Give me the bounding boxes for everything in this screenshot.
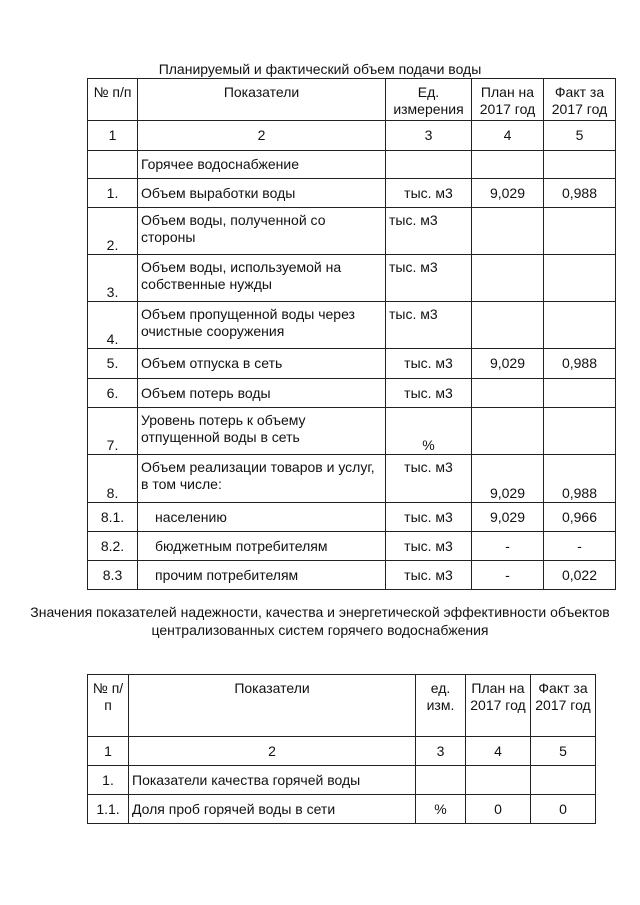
row-name: бюджетным потребителям (138, 532, 386, 561)
row-unit: тыс. м3 (386, 379, 472, 408)
header-fact: Факт за 2017 год (531, 675, 596, 737)
row-num: 2. (88, 208, 138, 255)
row-num: 6. (88, 379, 138, 408)
table-row (88, 379, 616, 408)
row-name: Уровень потерь к объему отпущенной воды в сеть (138, 408, 386, 455)
row-fact (544, 208, 616, 255)
row-unit: тыс. м3 (386, 455, 472, 503)
row-unit: % (386, 408, 472, 455)
row-plan: - (472, 561, 544, 590)
table-row (88, 766, 596, 795)
table-row (88, 302, 616, 349)
table-row (88, 408, 616, 455)
col-number: 4 (466, 737, 531, 766)
header-unit: ед. изм. (416, 675, 466, 737)
header-indicators: Показатели (138, 79, 386, 121)
row-num: 1. (88, 179, 138, 208)
header-row (88, 79, 616, 121)
header-indicators: Показатели (129, 675, 416, 737)
row-name: Объем воды, полученной со стороны (138, 208, 386, 255)
row-num: 8.2. (88, 532, 138, 561)
row-fact: 0,988 (544, 179, 616, 208)
col-number: 4 (472, 121, 544, 151)
row-fact (544, 255, 616, 302)
row-fact: 0,022 (544, 561, 616, 590)
table2-title: Значения показателей надежности, качества и энергетической эффективности объектов централизованных систем горячего водоснабжения (30, 604, 610, 638)
row-unit (416, 766, 466, 795)
row-unit: % (416, 795, 466, 824)
row-plan (466, 766, 531, 795)
row-num: 4. (88, 302, 138, 349)
row-num: 7. (88, 408, 138, 455)
row-fact: - (544, 532, 616, 561)
table-row (88, 208, 616, 255)
row-plan: - (472, 532, 544, 561)
row-name: Объем выработки воды (138, 179, 386, 208)
row-fact (544, 302, 616, 349)
row-fact (544, 408, 616, 455)
row-fact (531, 766, 596, 795)
row-name: населению (138, 503, 386, 532)
row-fact (544, 379, 616, 408)
row-plan (472, 208, 544, 255)
row-name: Доля проб горячей воды в сети (129, 795, 416, 824)
row-fact: 0 (531, 795, 596, 824)
table-row (88, 561, 616, 590)
col-number: 1 (88, 121, 138, 151)
row-unit: тыс. м3 (386, 179, 472, 208)
row-unit: тыс. м3 (386, 503, 472, 532)
column-number-row (88, 737, 596, 766)
table-row (88, 503, 616, 532)
row-name: Показатели качества горячей воды (129, 766, 416, 795)
row-plan: 9,029 (472, 349, 544, 379)
row-unit: тыс. м3 (386, 349, 472, 379)
row-plan (472, 302, 544, 349)
header-num: № п/п (88, 675, 129, 737)
empty-cell (386, 151, 472, 179)
row-fact: 0,988 (544, 349, 616, 379)
table-row (88, 179, 616, 208)
row-fact: 0,966 (544, 503, 616, 532)
row-unit: тыс. м3 (386, 302, 472, 349)
row-name: Объем реализации товаров и услуг, в том числе: (138, 455, 386, 503)
row-name: Объем отпуска в сеть (138, 349, 386, 379)
section-num-cell (88, 151, 138, 179)
row-name: Объем пропущенной воды через очистные сооружения (138, 302, 386, 349)
row-num: 8. (88, 455, 138, 503)
table-row (88, 349, 616, 379)
col-number: 5 (531, 737, 596, 766)
table-row (88, 455, 616, 503)
row-plan (472, 408, 544, 455)
empty-cell (544, 151, 616, 179)
table-row (88, 255, 616, 302)
row-plan: 9,029 (472, 455, 544, 503)
header-row (88, 675, 596, 737)
quality-indicators-table (87, 674, 596, 824)
table-row (88, 795, 596, 824)
row-plan (472, 379, 544, 408)
header-unit: Ед. измерения (386, 79, 472, 121)
header-plan: План на 2017 год (472, 79, 544, 121)
col-number: 2 (138, 121, 386, 151)
row-name: Объем воды, используемой на собственные нужды (138, 255, 386, 302)
header-fact: Факт за 2017 год (544, 79, 616, 121)
header-num: № п/п (88, 79, 138, 121)
table1-title: Планируемый и фактический объем подачи воды (158, 61, 482, 77)
col-number: 5 (544, 121, 616, 151)
row-unit: тыс. м3 (386, 255, 472, 302)
row-plan (472, 255, 544, 302)
row-name: Объем потерь воды (138, 379, 386, 408)
section-label: Горячее водоснабжение (138, 151, 386, 179)
section-row (88, 151, 616, 179)
row-num: 1.1. (88, 795, 129, 824)
table-row (88, 532, 616, 561)
row-num: 1. (88, 766, 129, 795)
col-number: 2 (129, 737, 416, 766)
row-unit: тыс. м3 (386, 532, 472, 561)
row-name: прочим потребителям (138, 561, 386, 590)
col-number: 1 (88, 737, 129, 766)
row-fact: 0,988 (544, 455, 616, 503)
row-num: 8.1. (88, 503, 138, 532)
col-number: 3 (416, 737, 466, 766)
col-number: 3 (386, 121, 472, 151)
row-num: 3. (88, 255, 138, 302)
row-unit: тыс. м3 (386, 208, 472, 255)
row-num: 5. (88, 349, 138, 379)
water-supply-table (87, 78, 616, 590)
row-unit: тыс. м3 (386, 561, 472, 590)
row-plan: 9,029 (472, 179, 544, 208)
row-plan: 9,029 (472, 503, 544, 532)
header-plan: План на 2017 год (466, 675, 531, 737)
column-number-row (88, 121, 616, 151)
row-num: 8.3 (88, 561, 138, 590)
row-plan: 0 (466, 795, 531, 824)
empty-cell (472, 151, 544, 179)
